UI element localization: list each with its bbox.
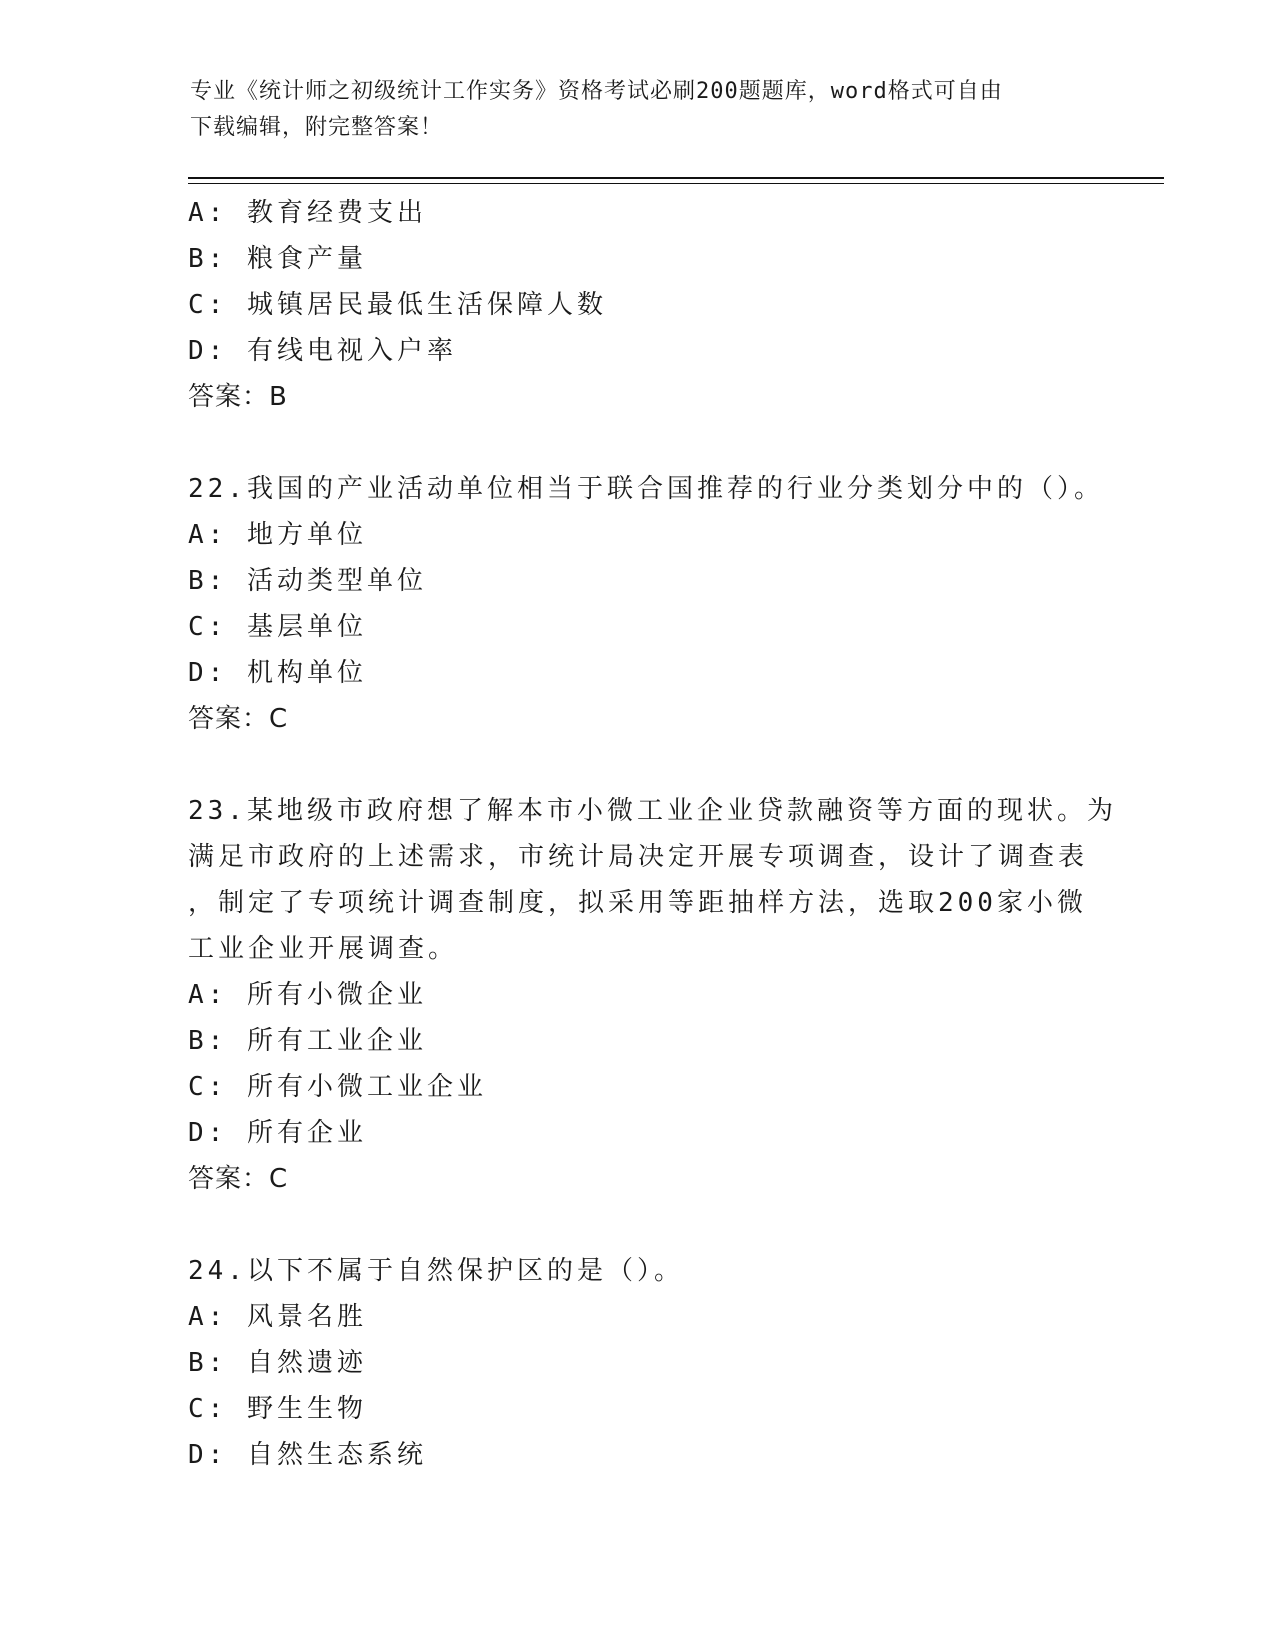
- question-block-21: [188, 190, 1088, 420]
- spacer: [188, 742, 1088, 788]
- question-text-line-1: 23.某地级市政府想了解本市小微工业企业贷款融资等方面的现状。为: [188, 796, 1117, 826]
- option-b: B: 所有工业企业: [188, 1026, 427, 1056]
- header-line-2: 下载编辑，附完整答案！: [190, 115, 444, 140]
- header-rule-thin: [188, 183, 1164, 184]
- answer-label: 答案：B: [188, 382, 288, 412]
- header-line-1: 专业《统计师之初级统计工作实务》资格考试必刷200题题库，word格式可自由: [190, 79, 1003, 104]
- option-b: B: 粮食产量: [188, 244, 367, 274]
- spacer: [188, 420, 1088, 466]
- option-c: C: 基层单位: [188, 612, 367, 642]
- option-a: A: 地方单位: [188, 520, 367, 550]
- option-a: A: 风景名胜: [188, 1302, 367, 1332]
- question-text: 22.我国的产业活动单位相当于联合国推荐的行业分类划分中的（）。: [188, 474, 1104, 504]
- option-c: C: 野生生物: [188, 1394, 367, 1424]
- answer-label: 答案：C: [188, 1164, 289, 1194]
- option-a: A: 所有小微企业: [188, 980, 427, 1010]
- question-block-24: [188, 1248, 1088, 1478]
- question-text-line-4: 工业企业开展调查。: [188, 934, 459, 964]
- document-header: [190, 74, 1090, 146]
- option-d: D: 所有企业: [188, 1118, 367, 1148]
- spacer: [188, 1202, 1088, 1248]
- option-b: B: 自然遗迹: [188, 1348, 367, 1378]
- option-c: C: 城镇居民最低生活保障人数: [188, 290, 607, 320]
- answer-label: 答案：C: [188, 704, 289, 734]
- question-block-23: [188, 788, 1117, 1202]
- question-text-line-3: ，制定了专项统计调查制度，拟采用等距抽样方法，选取200家小微: [188, 888, 1087, 918]
- question-text-line-2: 满足市政府的上述需求，市统计局决定开展专项调查，设计了调查表: [188, 842, 1089, 872]
- question-text: 24.以下不属于自然保护区的是（）。: [188, 1256, 684, 1286]
- question-block-22: [188, 466, 1104, 742]
- option-a: A: 教育经费支出: [188, 198, 427, 228]
- option-d: D: 机构单位: [188, 658, 367, 688]
- option-c: C: 所有小微工业企业: [188, 1072, 487, 1102]
- question-list: [188, 190, 1117, 1478]
- option-d: D: 自然生态系统: [188, 1440, 427, 1470]
- option-d: D: 有线电视入户率: [188, 336, 457, 366]
- option-b: B: 活动类型单位: [188, 566, 427, 596]
- header-rule-thick: [188, 177, 1164, 179]
